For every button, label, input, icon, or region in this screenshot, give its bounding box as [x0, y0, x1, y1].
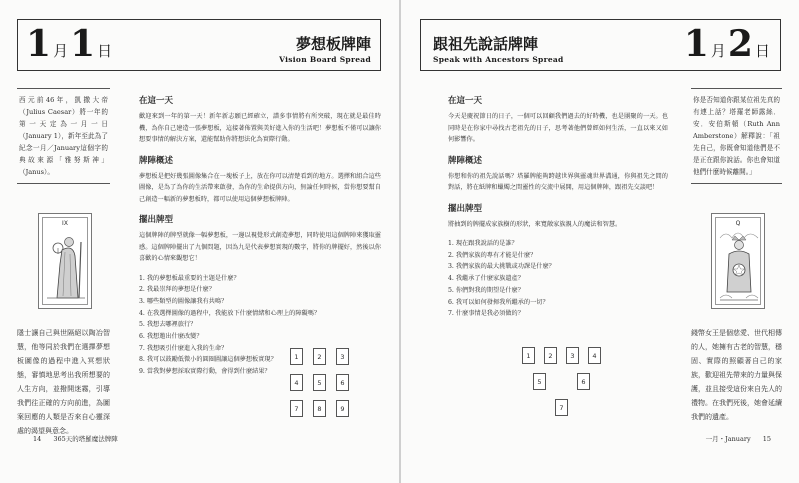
layout-card-9: 9 [336, 400, 349, 417]
date-label: 1 月2 日 [683, 23, 770, 65]
hermit-figure-icon [43, 218, 89, 306]
question-item: 4. 我繼承了什麼家族遺產？ [448, 275, 524, 283]
spread-title: 夢想板牌陣 [295, 35, 371, 53]
main-column [139, 94, 381, 378]
section-heading: 在這一天 [448, 96, 483, 106]
spread-subtitle: Speak with Ancestors Spread [433, 55, 564, 64]
right-page [401, 0, 799, 483]
layout-card-4: 4 [588, 347, 601, 364]
question-item: 1. 現在跟我說話的是誰？ [448, 240, 518, 247]
question-item: 6. 我可以如何發揮我所繼承的一切？ [448, 298, 549, 306]
question-item: 5. 你們對我的期望是什麼？ [448, 286, 524, 294]
date-label: 1 月1 日 [26, 23, 113, 65]
section-heading: 牌陣概述 [448, 155, 483, 166]
left-page [0, 0, 399, 483]
queen-figure-icon [716, 218, 762, 306]
question-item: 4. 在我選擇圖像的過程中，我能放下什麼情緒和心理上的障礙嗎？ [139, 309, 321, 317]
section-heading: 擺出牌型 [448, 203, 483, 214]
sidebar-note: 你是否知道你跟某位祖先真的有連上話？塔羅老師露絲．安．安伯斯頓（Ruth Ann Amberstone）解釋說：「祖先自己，你既會知道他們是不是正在跟你說話。你也會知道他們什麼時候離開。」 [691, 88, 782, 184]
question-item: 3. 哪些類型的圖像讓我有共鳴？ [139, 297, 228, 305]
spread-subtitle: Vision Board Spread [279, 55, 371, 64]
layout-card-1: 1 [522, 347, 535, 364]
question-item: 6. 我想邀出什麼改變？ [139, 333, 203, 341]
sidebar-note: 西元前46年，凱撒大帝（Julius Caesar）將一年的第一天定為一月一日（January 1），新年至此為了紀念一月／January這個字的典故來源「雅努斯神」（Janus）。 [17, 88, 110, 184]
month-label: 一月・January [705, 435, 751, 443]
card-commentary: 錢幣女王是個慈愛、世代相傳的人，她擁有古老的智慧，穩固、實際的照顧著自己的家族，歡迎祖先帶來的力量與保護，並且接受這份來自先人的禮物。在我們死後，她會延續我們的遺產。 [691, 329, 782, 421]
tarot-card-hermit: IX [38, 213, 92, 309]
section-paragraph: 你想和你的祖先說話嗎？塔羅牌能夠跨越世界與靈魂世界溝通，你與祖先之間的對話，將在紙牌和蠟燭之間靈性的交流中展開，用這個牌陣，跟祖先交談吧！ [448, 172, 668, 191]
layout-card-6: 6 [577, 373, 590, 390]
section-heading: 擺出牌型 [139, 215, 174, 225]
layout-card-7: 7 [290, 400, 303, 417]
layout-card-3: 3 [336, 348, 349, 365]
layout-card-5: 5 [533, 373, 546, 390]
section-paragraph: 將抽到的牌擺成家族樹的形狀，來寬敞家族親人的魔法和智慧。 [448, 220, 622, 228]
question-item: 5. 我想去哪裡旅行？ [139, 321, 197, 329]
question-item: 3. 我們家族的最大挑戰或功課是什麼？ [448, 263, 555, 271]
book-title: 365天的塔羅魔法牌陣 [53, 435, 118, 443]
question-item: 8. 我可以鼓勵低微小的圓圈圖讓這個夢想板實現？ [139, 356, 277, 364]
layout-card-4: 4 [290, 374, 303, 391]
section-paragraph: 這個牌陣的牌型就像一幅夢想板，一邊以視覺形式創造夢想，同時使用這個牌陣來獲取靈感。這個牌陣擺出了九個問題，因為九是代表夢想實現的數字，將你的牌擺好，然後以你喜歡的心情來觀想它！ [139, 232, 381, 262]
layout-card-6: 6 [336, 374, 349, 391]
layout-card-7: 7 [555, 399, 568, 416]
card-commentary: 隱士讓自己與世隔絕以陶冶智慧，他等同於我們在選擇夢想板圖像的過程中進入冥想狀態，審慎地思考出我所想要的人生方向，並撥開迷霧，引導我們往正確的方向前進，為圖案回應的人類是否來自心靈深處的渴望與意念。 [17, 329, 110, 435]
layout-card-5: 5 [313, 374, 326, 391]
question-item: 9. 當我對夢想採取實際行動，會得到什麼結果？ [139, 368, 271, 376]
section-paragraph: 夢想板是把好幾張圖像集合在一塊板子上，放在你可以清楚看到的地方。選擇和組合這些圖像，是為了為你的生活帶來啟發，為你的生命提供方向，無論任何時候，當你想要幫自己創造一幅新的夢想板時，都可以使用這個夢想板牌陣。 [139, 172, 381, 203]
section-heading: 牌陣概述 [139, 155, 174, 166]
layout-card-2: 2 [544, 347, 557, 364]
main-column [448, 94, 668, 320]
page-footer [33, 434, 118, 443]
layout-card-8: 8 [313, 400, 326, 417]
page-number: 14 [33, 435, 42, 443]
spread-title: 跟祖先說話牌陣 [433, 35, 539, 53]
question-item: 2. 我最崇拜的夢想是什麼？ [139, 286, 215, 294]
question-item: 7. 什麼事情是我必須做的？ [448, 310, 524, 318]
page-number: 15 [762, 435, 771, 443]
layout-card-3: 3 [566, 347, 579, 364]
tarot-card-queen-of-pentacles: Q [711, 213, 765, 309]
section-heading: 在這一天 [139, 96, 174, 106]
question-item: 2. 我們家族的專有才能是什麼？ [448, 251, 537, 259]
section-paragraph: 今天是慶祝節日的日子，一個可以回顧我們過去的好時機，也是團聚的一天。也同時是在你家中尋找古老祖先的日子，思考著他們曾經如何生活，一直以來又如何影響你。 [448, 113, 668, 143]
section-paragraph: 歡迎來到一年的第一天！新年新志願已經確立，譜多事情將有所突破，現在就是最佳時機，為你自己建造一張夢想板，這接著佈置與美好進入你的生活吧！夢想板不僅可以讓你想要事情的解決方案，還能幫助你將想法化為實際行動。 [139, 113, 381, 143]
page-footer [706, 434, 771, 443]
layout-card-1: 1 [290, 348, 303, 365]
question-item: 7. 我想吸引什麼進入我的生命？ [139, 344, 228, 352]
layout-card-2: 2 [313, 348, 326, 365]
question-item: 1. 我的夢想板最重要的主題是什麼？ [139, 274, 240, 282]
